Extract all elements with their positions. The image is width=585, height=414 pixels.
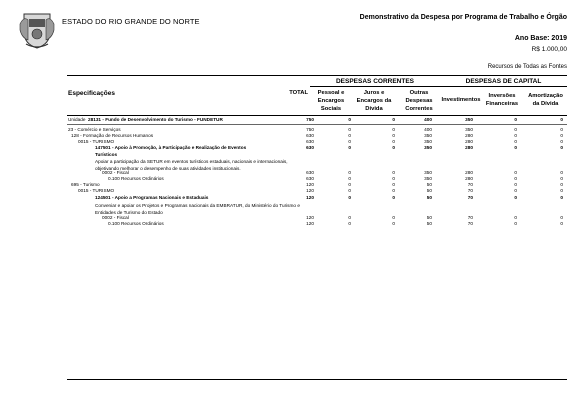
cell-other: 400 (424, 127, 432, 132)
cell-interest: 0 (392, 182, 395, 187)
cell-investments: 280 (465, 139, 473, 144)
cell-total: 120 (306, 182, 314, 187)
row-label: 0015 - TURISMO (78, 139, 115, 144)
cell-amortization: 0 (560, 195, 563, 200)
cell-personnel: 0 (348, 215, 351, 220)
action-124501-description: Conveniar e apoiar os Projetos e Programas nacionais da EMBRATUR, do Ministério do Turismo e Entidades de Turismo do Estado (95, 203, 300, 215)
cell-amortization: 0 (560, 221, 563, 226)
cell-inversions: 0 (514, 188, 517, 193)
cell-inversions: 0 (514, 145, 517, 150)
cell-investments: 70 (467, 221, 473, 226)
cell-amortization: 0 (560, 176, 563, 181)
cell-personnel: 0 (348, 195, 351, 200)
group-current-expenses: DESPESAS CORRENTES (335, 78, 415, 85)
cell-interest: 0 (392, 145, 395, 150)
cell-total: 120 (306, 215, 314, 220)
cell-personnel: 0 (348, 127, 351, 132)
cell-other: 50 (426, 215, 432, 220)
cell-personnel: 0 (348, 133, 351, 138)
cell-inversions: 0 (514, 133, 517, 138)
table-row (68, 221, 567, 228)
cell-interest: 0 (392, 117, 395, 122)
cell-total: 630 (306, 133, 314, 138)
cell-investments: 280 (465, 145, 473, 150)
group-rule (310, 86, 567, 87)
cell-other: 50 (426, 182, 432, 187)
cell-inversions: 0 (514, 139, 517, 144)
cell-other: 50 (426, 188, 432, 193)
group-capital-expenses: DESPESAS DE CAPITAL (465, 78, 542, 85)
cell-investments: 350 (465, 117, 473, 122)
table-row (68, 188, 567, 195)
col-debt-amortization: Amortização da Dívida (528, 93, 563, 107)
cell-total: 630 (306, 176, 314, 181)
cell-personnel: 0 (348, 170, 351, 175)
report-title: Demonstrativo da Despesa por Programa de Trabalho e Órgão (359, 14, 567, 21)
cell-personnel: 0 (348, 182, 351, 187)
header-top-rule (67, 75, 567, 76)
col-personnel: Pessoal e Encargos Sociais (317, 90, 345, 112)
cell-personnel: 0 (348, 176, 351, 181)
cell-other: 50 (426, 195, 432, 200)
cell-amortization: 0 (560, 215, 563, 220)
cell-investments: 280 (465, 133, 473, 138)
unit-label: 28131 - Fundo de Desenvolvimento do Turismo - FUNDETUR (88, 117, 223, 122)
cell-investments: 280 (465, 170, 473, 175)
cell-inversions: 0 (514, 127, 517, 132)
sources-label: Recursos de Todas as Fontes (487, 64, 567, 70)
row-label: 695 - Turismo (71, 182, 100, 187)
cell-personnel: 0 (348, 139, 351, 144)
cell-personnel: 0 (348, 145, 351, 150)
cell-total: 630 (306, 139, 314, 144)
cell-interest: 0 (392, 170, 395, 175)
cell-total: 630 (306, 145, 314, 150)
cell-investments: 280 (465, 176, 473, 181)
cell-interest: 0 (392, 127, 395, 132)
cell-total: 120 (306, 188, 314, 193)
state-seal-icon (18, 10, 56, 50)
cell-interest: 0 (392, 195, 395, 200)
cell-other: 350 (424, 139, 432, 144)
cell-total: 750 (306, 127, 314, 132)
col-financial-inversions: Inversões Financeiras (485, 93, 519, 107)
cell-interest: 0 (392, 221, 395, 226)
cell-other: 350 (424, 176, 432, 181)
row-label: 0015 - TURISMO (78, 188, 115, 193)
cell-inversions: 0 (514, 221, 517, 226)
cell-investments: 70 (467, 215, 473, 220)
cell-inversions: 0 (514, 215, 517, 220)
row-label: 0002 - Fiscal (102, 215, 129, 220)
cell-amortization: 0 (560, 182, 563, 187)
cell-total: 120 (306, 221, 314, 226)
cell-amortization: 0 (560, 170, 563, 175)
cell-amortization: 0 (560, 139, 563, 144)
cell-inversions: 0 (514, 117, 517, 122)
col-total: TOTAL (289, 90, 308, 96)
footer-rule (67, 379, 567, 380)
cell-investments: 70 (467, 182, 473, 187)
cell-interest: 0 (392, 215, 395, 220)
cell-investments: 70 (467, 188, 473, 193)
unit-row (68, 117, 567, 124)
cell-amortization: 0 (560, 133, 563, 138)
cell-investments: 350 (465, 127, 473, 132)
cell-interest: 0 (392, 188, 395, 193)
row-label: 0.100 Recursos Ordinários (108, 221, 164, 226)
row-label: 128 - Formação de Recursos Humanos (71, 133, 154, 138)
row-label: 147501 - Apoio à Promoção, à Participação e Realização de Eventos (95, 145, 247, 150)
cell-amortization: 0 (560, 117, 563, 122)
cell-total: 120 (306, 195, 314, 200)
action-147501-description: Apoiar a participação da SETUR em eventos turísticos estaduais, nacionais e internacionais, objetivando melhorar o desempenho de suas atividades institucionais. (95, 159, 288, 171)
col-specifications: Especificações (68, 90, 115, 97)
unit-rule (67, 124, 567, 125)
col-interest: Juros e Encargos da Dívida (356, 90, 392, 112)
row-label: 124501 - Apoio a Programas Nacionais e Estaduais (95, 195, 209, 200)
cell-total: 750 (306, 117, 314, 122)
cell-inversions: 0 (514, 182, 517, 187)
cell-amortization: 0 (560, 188, 563, 193)
currency-scale: R$ 1.000,00 (531, 46, 567, 53)
base-year: Ano Base: 2019 (514, 35, 567, 42)
cell-other: 350 (424, 133, 432, 138)
cell-personnel: 0 (348, 221, 351, 226)
cell-other: 50 (426, 221, 432, 226)
cell-total: 630 (306, 170, 314, 175)
row-label: 0.100 Recursos Ordinários (108, 176, 164, 181)
cell-interest: 0 (392, 176, 395, 181)
table-row (68, 195, 567, 202)
cell-other: 400 (424, 117, 432, 122)
cell-inversions: 0 (514, 170, 517, 175)
cell-other: 350 (424, 170, 432, 175)
col-other-current: Outras Despesas Correntes (405, 90, 433, 112)
cell-amortization: 0 (560, 145, 563, 150)
cell-other: 350 (424, 145, 432, 150)
cell-investments: 70 (467, 195, 473, 200)
row-label: 23 - Comércio e Serviços (68, 127, 121, 132)
row-label: 0002 - Fiscal (102, 170, 129, 175)
state-name: ESTADO DO RIO GRANDE DO NORTE (62, 17, 200, 26)
cell-inversions: 0 (514, 176, 517, 181)
cell-personnel: 0 (348, 188, 351, 193)
cell-interest: 0 (392, 139, 395, 144)
cell-personnel: 0 (348, 117, 351, 122)
header-bottom-rule (67, 115, 567, 116)
unit-prefix: Unidade (68, 117, 86, 122)
cell-inversions: 0 (514, 195, 517, 200)
cell-amortization: 0 (560, 127, 563, 132)
col-investments: Investimentos (441, 97, 481, 103)
cell-interest: 0 (392, 133, 395, 138)
action-147501-title-continued: Turísticos (95, 152, 118, 157)
